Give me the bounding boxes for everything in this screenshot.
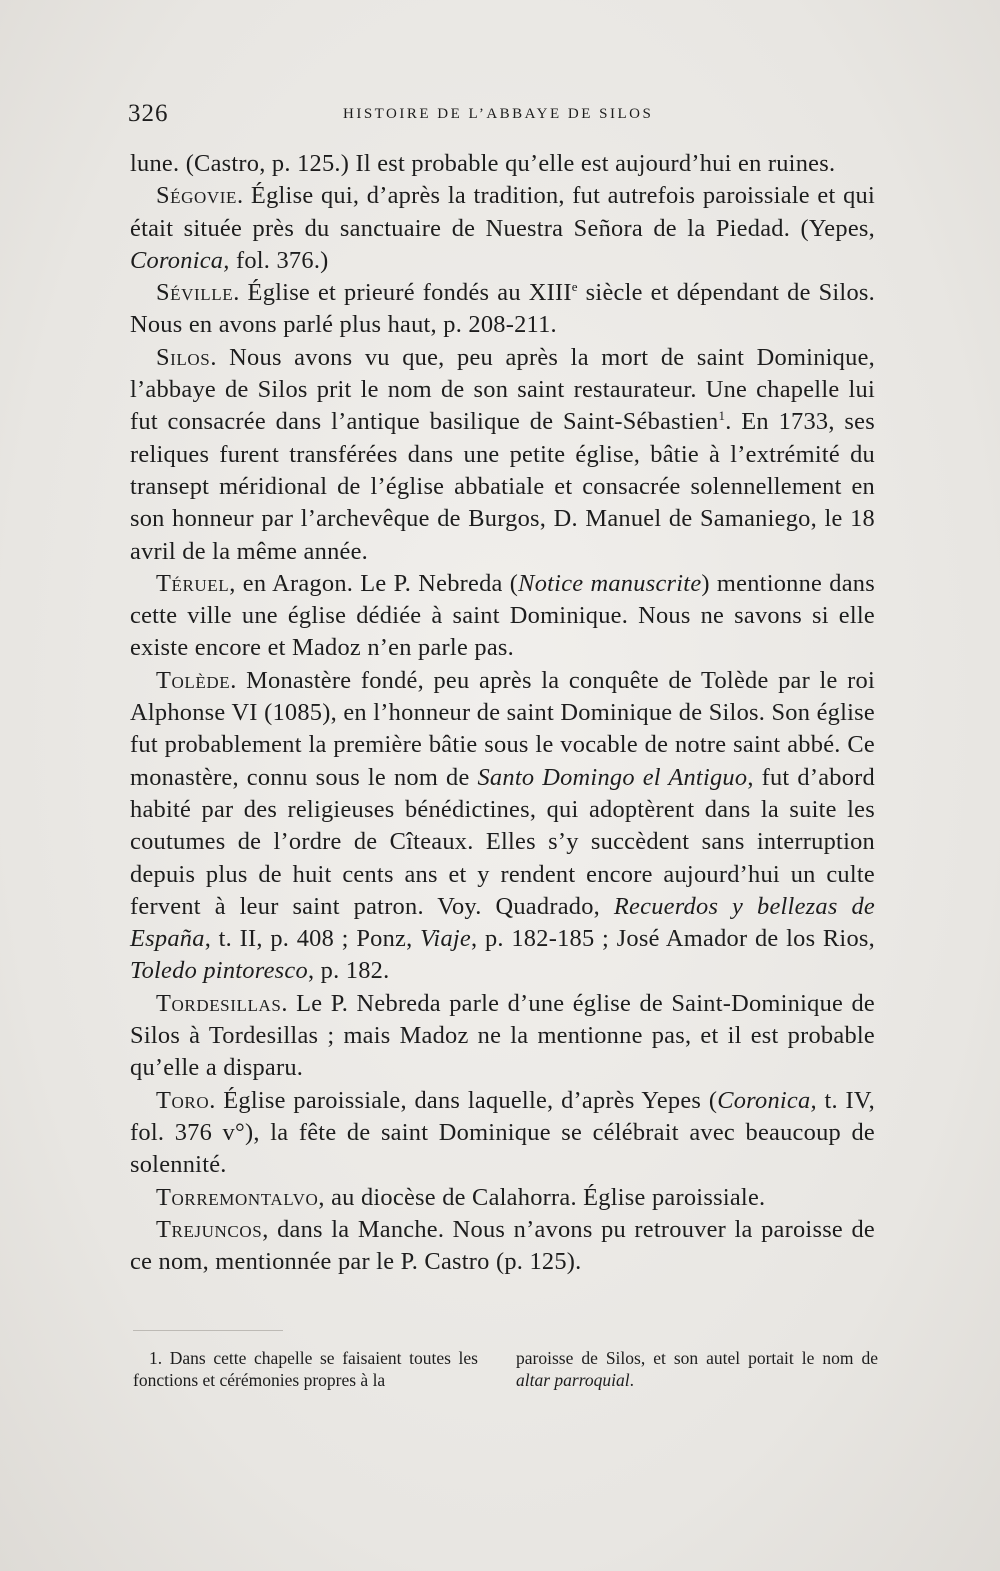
entry-text: , dans la Manche. Nous n’avons pu retrouver la paroisse de ce nom, mentionnée par le P. Castro (p. 125). [130,1215,875,1276]
entry-silos [130,342,875,568]
entry-text-4: , p. 182-185 ; José Amador de los Rios, [471,925,875,953]
paragraph-text: lune. (Castro, p. 125.) Il est probable qu’elle est aujourd’hui en ruines. [130,150,836,177]
entry-tolede [130,665,875,988]
entry-italic: Santo Domingo el Antiguo [477,763,748,791]
entry-tordesillas [130,988,875,1085]
entry-name: Torremontalvo [156,1183,319,1211]
entry-tail: siècle et dépendant de Silos. Nous en avons parlé plus haut, p. 208-211. [130,279,875,339]
entry-italic-2: Recuerdos y bellezas de España [130,892,875,953]
footnote-marker: 1 [718,408,726,424]
page-number: 326 [128,100,169,127]
running-title: HISTOIRE DE L’ABBAYE DE SILOS [343,106,654,122]
entry-name: Tordesillas [156,989,282,1017]
body-text [130,148,875,1278]
entry-text: . Le P. Nebreda parle d’une église de Saint-Dominique de Silos à Tordesillas ; mais Madoz ne la mentionne pas, et il est probable qu’elle a disparu. [130,989,875,1082]
entry-name: Téruel [156,569,230,597]
entry-tail: t. IV, fol. 376 v°), la fête de saint Dominique se célébrait avec beaucoup de solennité. [130,1086,875,1179]
entry-italic: Notice manuscrite [518,569,702,597]
entry-teruel [130,568,875,665]
entry-text-3: , t. II, p. 408 ; Ponz, [204,925,421,953]
entry-name: Tolède [156,666,231,694]
entry-torremontalvo [130,1182,875,1214]
entry-text: . Église qui, d’après la tradition, fut autrefois paroissiale et qui était située près du sanctuaire de Nuestra Señora de la Piedad. (Yepes, [130,182,875,242]
entry-text: . Nous avons vu que, peu après la mort de saint Dominique, l’abbaye de Silos prit le nom de son saint restaurateur. Une chapelle lui fut consacrée dans l’antique basilique de Saint-Sébastien [130,343,875,436]
entry-toro [130,1085,875,1182]
entry-segovie [130,180,875,277]
century-superscript: e [571,279,578,295]
entry-italic: Coronica, [130,246,230,274]
entry-tail: . En 1733, ses reliques furent transférées dans une petite église, bâtie à l’extrémité du transept méridional de l’église abbatiale et consacrée solennellement en son honneur par l’archevêque de Burgos, D. Manuel de Samaniego, le 18 avril de la même année. [130,408,875,565]
paragraph-castro-continuation [130,148,875,180]
entry-text: , en Aragon. Le P. Nebreda ( [229,569,519,597]
footnote-right-italic: altar parroquial [516,1370,630,1390]
entry-text-5: , p. 182. [307,957,390,985]
entry-seville [130,277,875,342]
footnote-right-text: paroisse de Silos, et son autel portait le nom de [516,1348,878,1368]
entry-italic-4: Toledo pintoresco [130,957,308,985]
entry-text: . Église et prieuré fondés au XIII [233,279,572,307]
entry-name: Trejuncos [156,1215,263,1243]
entry-name: Toro [156,1086,210,1114]
entry-italic: Coronica, [717,1086,817,1114]
entry-tail: fol. 376.) [229,246,329,274]
entry-name: Séville [156,279,234,307]
entry-text-2: , fut d’abord habité par des religieuses bénédictines, qui adoptèrent dans la suite les coutumes de l’ordre de Cîteaux. Elles s’y succèdent sans interruption depuis plus de huit cents ans et y rendent encore aujourd’hui un culte fervent à leur saint patron. Voy. Quadrado, [130,763,875,920]
entry-text: , au diocèse de Calahorra. Église paroissiale. [318,1183,766,1211]
entry-tail: ) mentionne dans cette ville une église dédiée à saint Dominique. Nous ne savons si elle existe encore et Madoz n’en parle pas. [130,569,875,662]
entry-text: . Église paroissiale, dans laquelle, d’après Yepes ( [209,1086,718,1114]
entry-italic-3: Viaje [420,925,471,953]
running-head [128,100,880,130]
footnote-right-column [516,1347,878,1391]
entry-name: Silos [156,343,211,371]
entry-name: Ségovie [156,182,238,210]
footnote-left-column: 1. Dans cette chapelle se faisaient toutes les fonctions et cérémonies propres à la [133,1348,478,1390]
footnote-divider [133,1330,283,1331]
footnote-right-tail: . [629,1370,634,1390]
entry-text: . Monastère fondé, peu après la conquête de Tolède par le roi Alphonse VI (1085), en l’honneur de saint Dominique de Silos. Son église fut probablement la première bâtie sous le vocable de notre saint abbé. Ce monastère, connu sous le nom de [130,666,875,791]
entry-trejuncos [130,1214,875,1279]
